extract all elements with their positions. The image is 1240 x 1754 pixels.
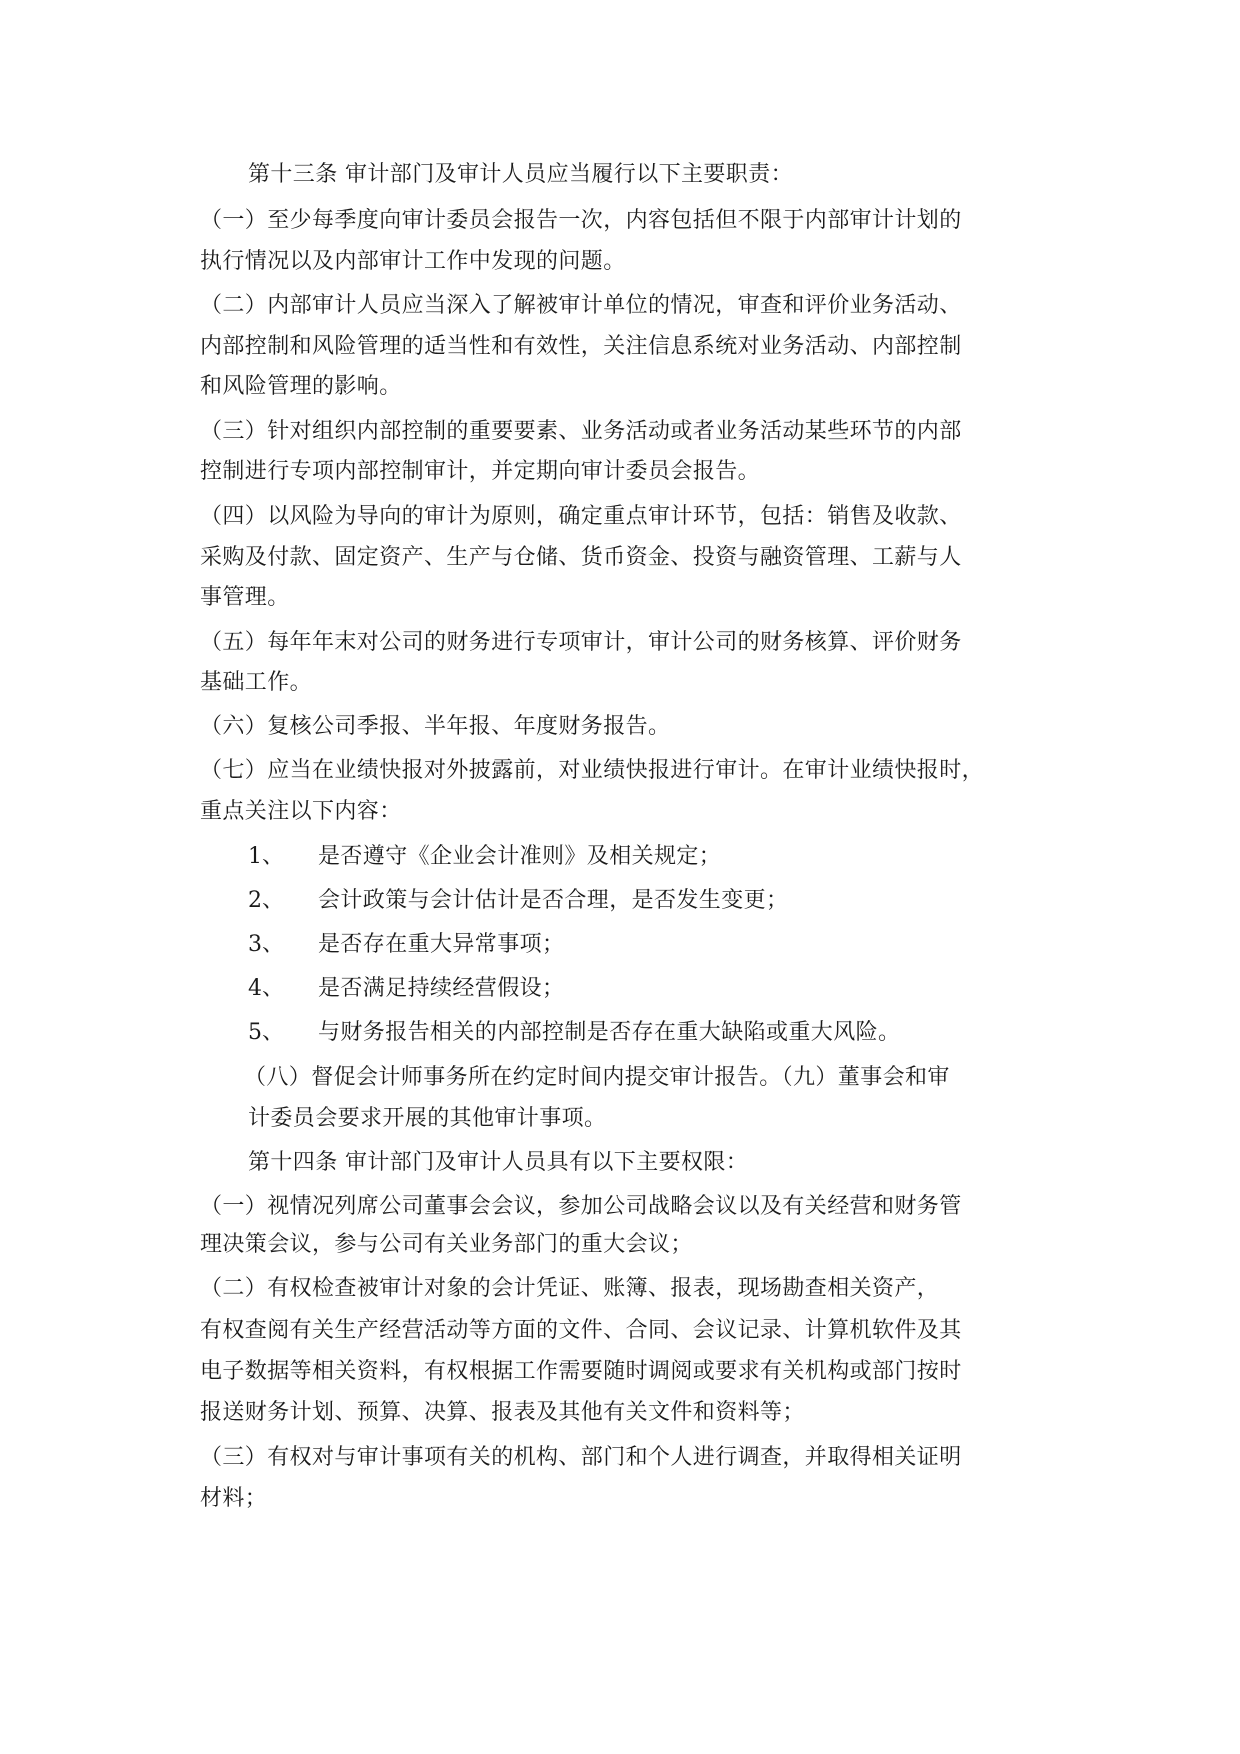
subitem-1-text: 是否遵守《企业会计准则》及相关规定； (318, 844, 722, 869)
article-13-item-2-line-2: 内部控制和风险管理的适当性和有效性，关注信息系统对业务活动、内部控制 (200, 334, 962, 359)
article-13-item-3-line-1: （三）针对组织内部控制的重要要素、业务活动或者业务活动某些环节的内部 (200, 419, 962, 444)
subitem-4-number: 4、 (248, 976, 284, 1001)
article-14-item-3-line-1: （三）有权对与审计事项有关的机构、部门和个人进行调查，并取得相关证明 (200, 1445, 962, 1470)
subitem-2-text: 会计政策与会计估计是否合理，是否发生变更； (318, 888, 789, 913)
article-14-heading: 第十四条 审计部门及审计人员具有以下主要权限： (248, 1150, 749, 1175)
article-13-item-7-line-2: 重点关注以下内容： (200, 799, 402, 824)
article-13-item-1-line-2: 执行情况以及内部审计工作中发现的问题。 (200, 249, 626, 274)
subitem-3-number: 3、 (248, 932, 284, 957)
article-13-item-2-line-3: 和风险管理的影响。 (200, 374, 402, 399)
article-13-item-5-line-1: （五）每年年末对公司的财务进行专项审计，审计公司的财务核算、评价财务 (200, 630, 962, 655)
article-14-item-1-line-1: （一）视情况列席公司董事会会议，参加公司战略会议以及有关经营和财务管 (200, 1194, 962, 1219)
article-14-item-3-line-2: 材料； (200, 1486, 268, 1511)
article-14-item-2-line-1: （二）有权检查被审计对象的会计凭证、账簿、报表，现场勘查相关资产， (200, 1276, 940, 1301)
subitem-4-text: 是否满足持续经营假设； (318, 976, 565, 1001)
article-13-item-6-line-1: （六）复核公司季报、半年报、年度财务报告。 (200, 714, 671, 739)
article-14-item-2-line-4: 报送财务计划、预算、决算、报表及其他有关文件和资料等； (200, 1400, 805, 1425)
article-13-item-8-line-2: 计委员会要求开展的其他审计事项。 (248, 1106, 607, 1131)
article-14-item-2-line-2: 有权查阅有关生产经营活动等方面的文件、合同、会议记录、计算机软件及其 (200, 1318, 962, 1343)
subitem-2-number: 2、 (248, 888, 284, 913)
article-13-item-5-line-2: 基础工作。 (200, 670, 313, 695)
subitem-3-text: 是否存在重大异常事项； (318, 932, 565, 957)
article-13-item-8-line-1: （八）督促会计师事务所在约定时间内提交审计报告。（九）董事会和审 (244, 1065, 950, 1090)
article-13-item-4-line-3: 事管理。 (200, 585, 290, 610)
subitem-5-text: 与财务报告相关的内部控制是否存在重大缺陷或重大风险。 (318, 1020, 901, 1045)
article-13-item-1-line-1: （一）至少每季度向审计委员会报告一次，内容包括但不限于内部审计计划的 (200, 208, 962, 233)
article-13-heading: 第十三条 审计部门及审计人员应当履行以下主要职责： (248, 162, 793, 187)
article-13-item-7-line-1: （七）应当在业绩快报对外披露前，对业绩快报进行审计。在审计业绩快报时， (200, 758, 985, 783)
article-13-item-3-line-2: 控制进行专项内部控制审计，并定期向审计委员会报告。 (200, 459, 761, 484)
article-13-item-4-line-1: （四）以风险为导向的审计为原则，确定重点审计环节，包括：销售及收款、 (200, 504, 962, 529)
article-14-item-1-line-2: 理决策会议，参与公司有关业务部门的重大会议； (200, 1232, 693, 1257)
subitem-1-number: 1、 (248, 844, 284, 869)
article-13-item-2-line-1: （二）内部审计人员应当深入了解被审计单位的情况，审查和评价业务活动、 (200, 293, 962, 318)
article-14-item-2-line-3: 电子数据等相关资料，有权根据工作需要随时调阅或要求有关机构或部门按时 (200, 1359, 962, 1384)
article-13-item-4-line-2: 采购及付款、固定资产、生产与仓储、货币资金、投资与融资管理、工薪与人 (200, 545, 962, 570)
subitem-5-number: 5、 (248, 1020, 284, 1045)
